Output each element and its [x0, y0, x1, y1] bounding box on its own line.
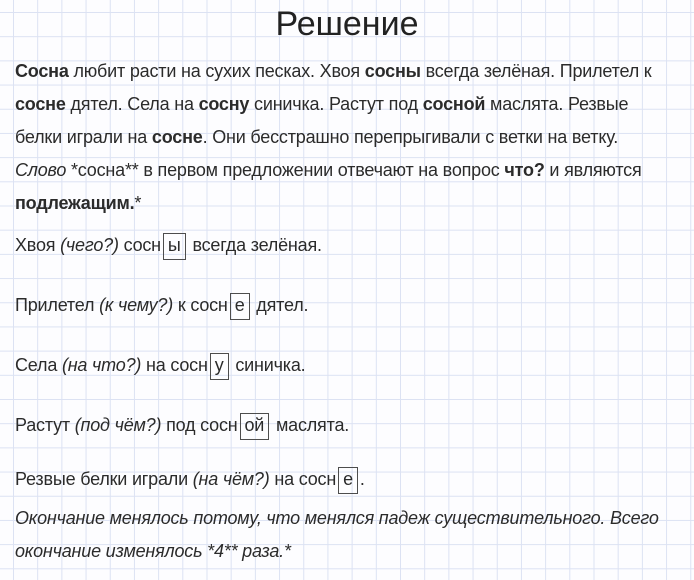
- text-segment: .: [359, 469, 365, 489]
- case-ending-box: е: [230, 293, 250, 320]
- text-segment: сосн: [118, 235, 161, 255]
- text-segment: всегда зелёная. Прилетел к: [420, 61, 652, 81]
- text-segment: (под чём?): [74, 415, 162, 435]
- text-segment: на сосн: [141, 355, 208, 375]
- text-segment: окончание изменялось *4** раза.*: [15, 541, 291, 561]
- page-title: Решение: [275, 5, 419, 43]
- case-ending-box: у: [210, 353, 229, 380]
- text-segment: Слово: [15, 160, 67, 180]
- intro-paragraph: [15, 55, 686, 220]
- text-segment: сосны: [364, 61, 421, 81]
- text-segment: Окончание менялось потому, что менялся падеж существительного. Всего: [15, 508, 659, 528]
- intro-line-1: [15, 55, 686, 88]
- intro-line-3: [15, 121, 686, 154]
- conclusion-paragraph: [15, 502, 686, 568]
- text-segment: Резвые белки играли: [15, 469, 193, 489]
- text-segment: (на что?): [61, 355, 142, 375]
- text-segment: всегда зелёная.: [187, 235, 322, 255]
- text-segment: сосну: [198, 94, 250, 114]
- text-segment: сосной: [422, 94, 486, 114]
- case-line-dative: [15, 289, 308, 321]
- text-segment: (на чём?): [192, 469, 270, 489]
- text-segment: дятел. Села на: [65, 94, 199, 114]
- case-line-prepositional: [15, 463, 365, 495]
- text-segment: к сосн: [173, 295, 228, 315]
- conclusion-line-2: [15, 535, 686, 568]
- text-segment: синичка.: [230, 355, 306, 375]
- intro-line-2: [15, 88, 686, 121]
- case-line-accusative: [15, 349, 305, 381]
- text-segment: (к чему?): [99, 295, 174, 315]
- text-segment: дятел.: [251, 295, 309, 315]
- text-segment: подлежащим.: [15, 193, 135, 213]
- case-line-instrumental: [15, 409, 349, 441]
- text-segment: синичка. Растут под: [249, 94, 423, 114]
- text-segment: белки играли на: [15, 127, 152, 147]
- text-segment: Прилетел: [15, 295, 100, 315]
- text-segment: *сосна** в первом предложении отвечают на вопрос: [66, 160, 505, 180]
- text-segment: *: [134, 193, 142, 213]
- text-segment: . Они бесстрашно перепрыгивали с ветки на ветку.: [202, 127, 618, 147]
- text-segment: сосне: [15, 94, 66, 114]
- conclusion-line-1: [15, 502, 686, 535]
- case-line-genitive: [15, 229, 322, 261]
- text-segment: Села: [15, 355, 62, 375]
- text-segment: и являются: [544, 160, 642, 180]
- case-ending-box: е: [338, 467, 358, 494]
- text-segment: на сосн: [269, 469, 337, 489]
- text-segment: маслята.: [271, 415, 350, 435]
- intro-line-4: [15, 154, 686, 187]
- intro-line-5: [15, 187, 686, 220]
- text-segment: Хвоя: [15, 235, 61, 255]
- case-ending-box: ы: [163, 233, 186, 260]
- text-segment: (чего?): [60, 235, 119, 255]
- case-ending-box: ой: [240, 413, 270, 440]
- text-segment: сосне: [151, 127, 203, 147]
- text-segment: Растут: [15, 415, 75, 435]
- text-segment: под сосн: [161, 415, 238, 435]
- text-segment: Сосна: [15, 61, 69, 81]
- text-segment: любит расти на сухих песках. Хвоя: [68, 61, 365, 81]
- text-segment: что?: [504, 160, 545, 180]
- text-segment: маслята. Резвые: [485, 94, 629, 114]
